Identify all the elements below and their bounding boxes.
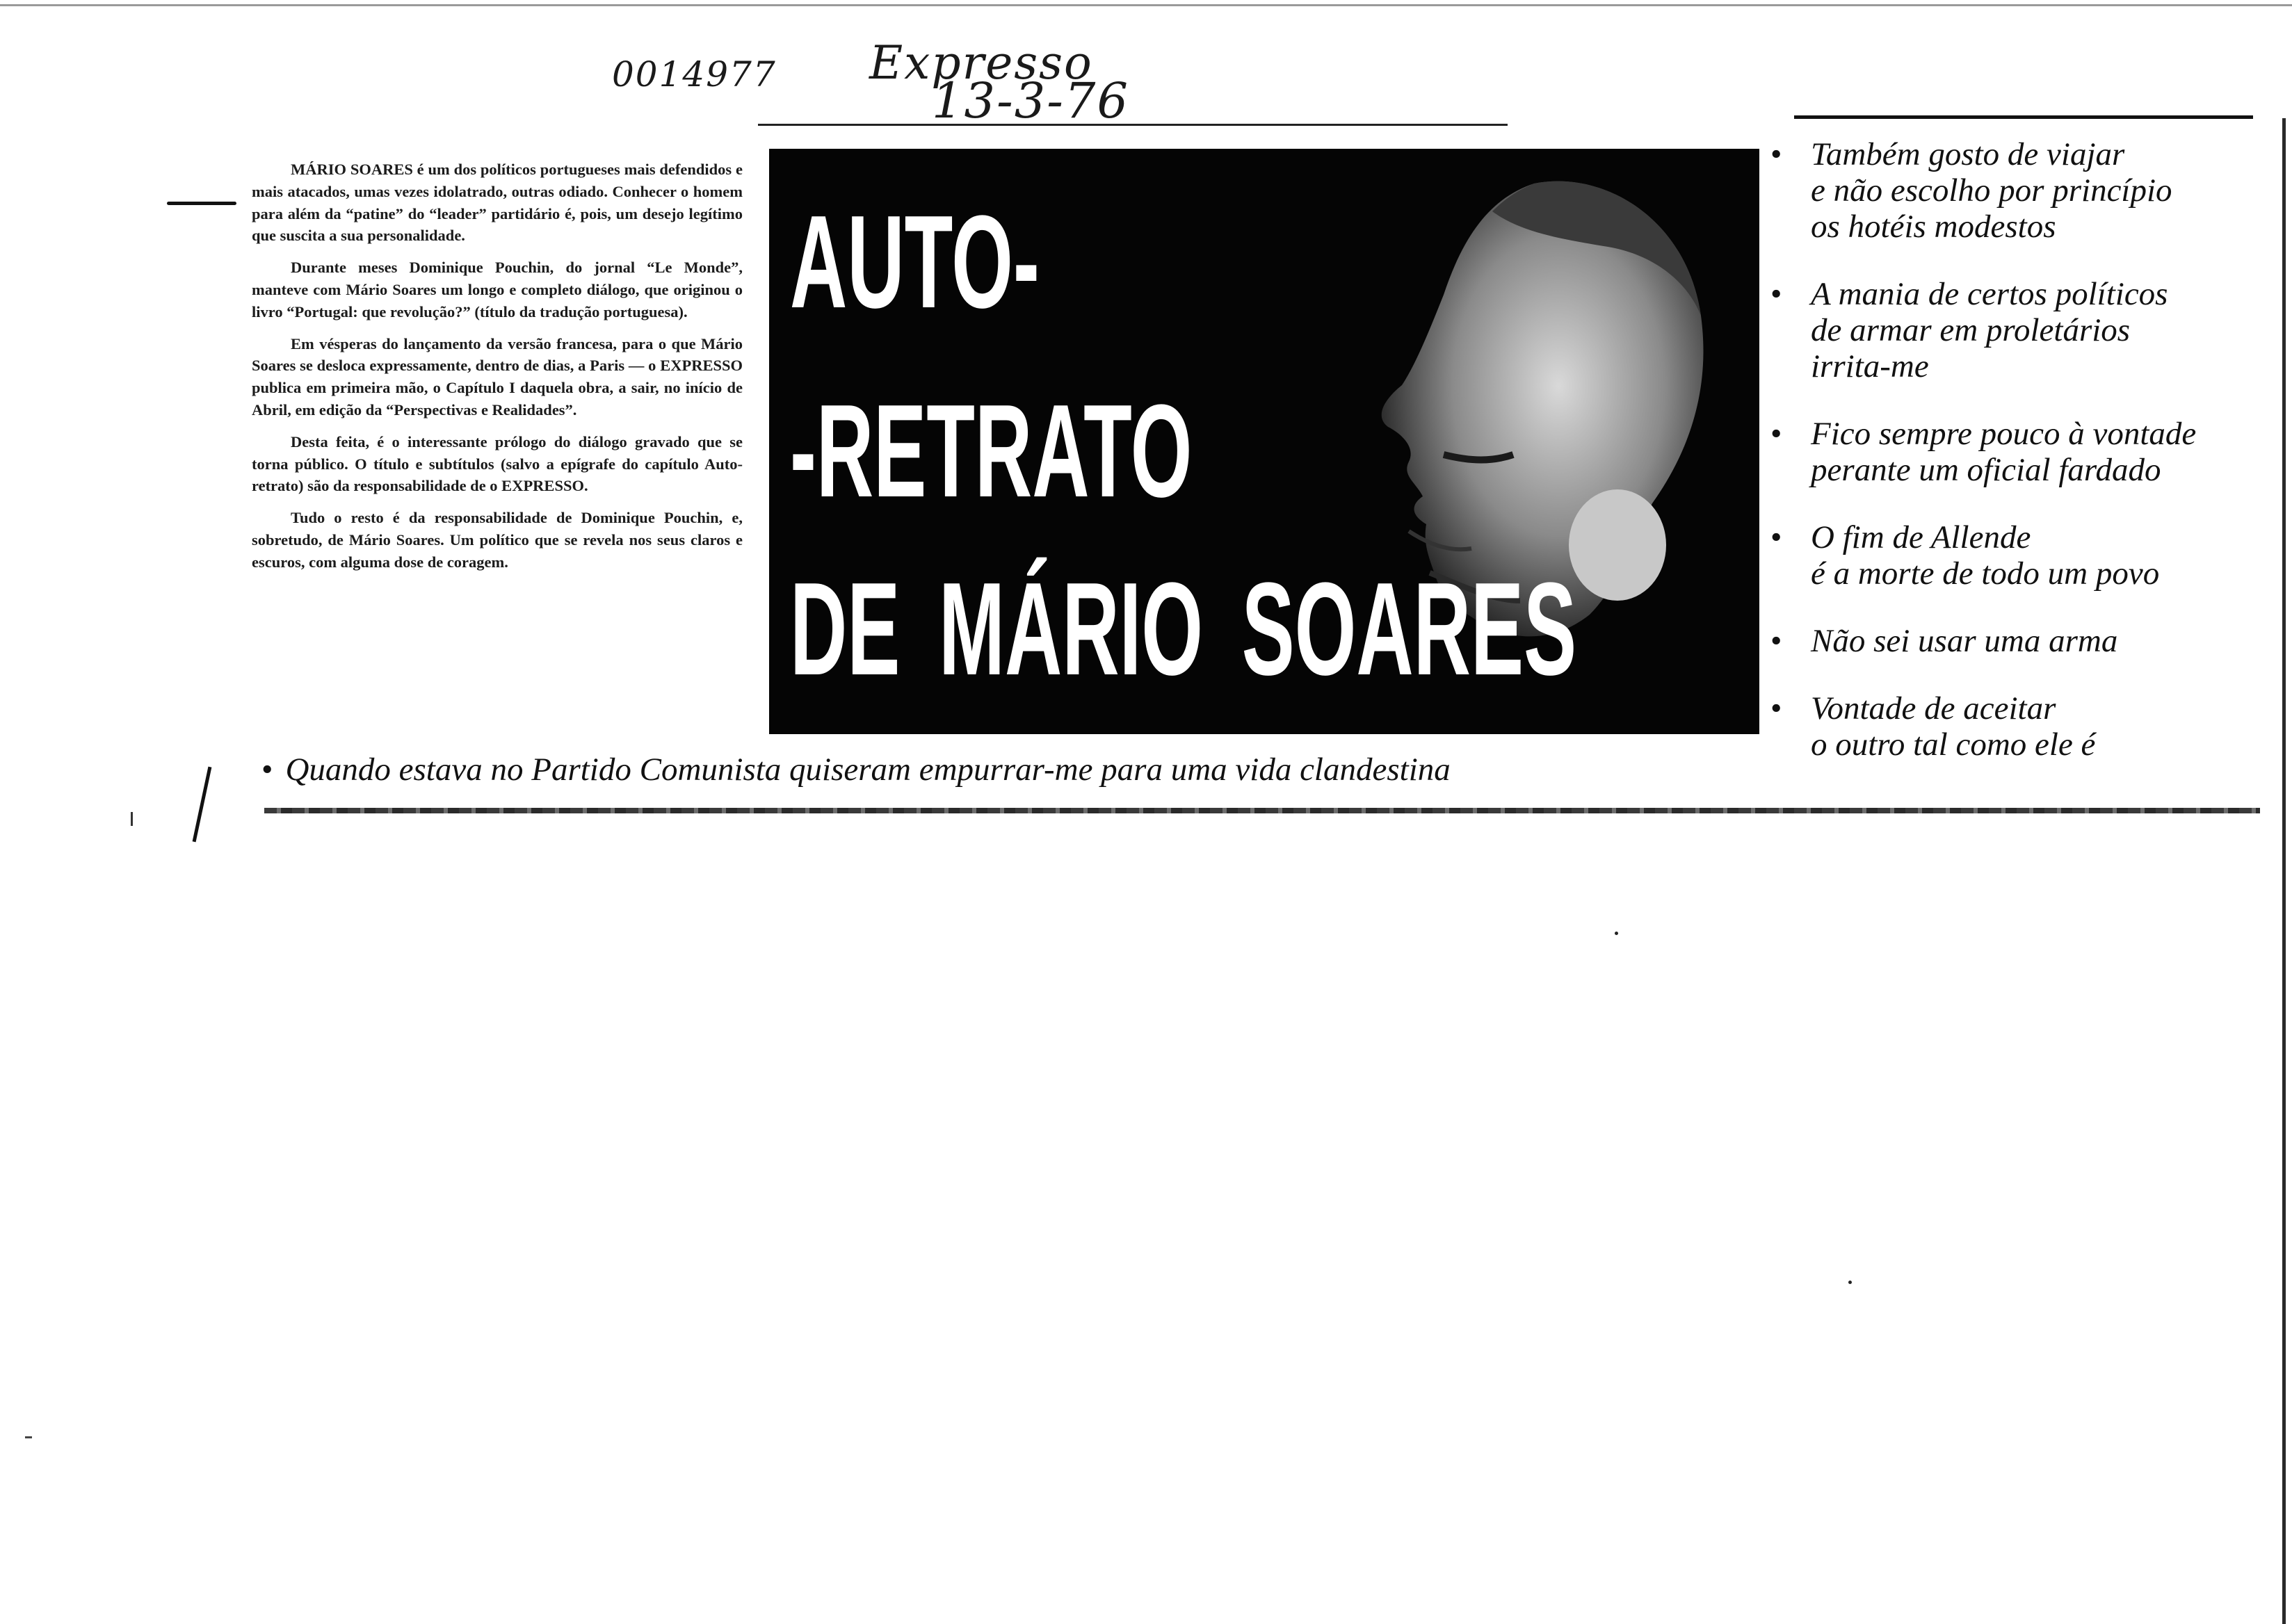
bullet-icon: • (1770, 276, 1782, 312)
quote-line: o outro tal como ele é (1811, 726, 2096, 763)
margin-slash-mark (193, 767, 212, 843)
intro-column (252, 159, 743, 583)
quote-line: irrita-me (1811, 348, 1929, 384)
quote-line: Fico sempre pouco à vontade (1811, 416, 2197, 452)
headline-line-2: -RETRATO (790, 377, 1193, 525)
handwritten-archive-id: 0014977 (612, 54, 777, 95)
page-right-edge (2282, 118, 2286, 1624)
headline-line-1: AUTO- (790, 188, 1040, 336)
bottom-quote-text: Quando estava no Partido Comunista quiseram empurrar-me para uma vida clandestina (285, 752, 1451, 788)
top-rule-left (758, 124, 1508, 126)
bullet-icon: • (1770, 690, 1782, 726)
page-top-edge (0, 4, 2292, 6)
quote-line: de armar em proletários (1811, 312, 2131, 348)
speck (1615, 932, 1618, 935)
margin-caret-mark (25, 1436, 32, 1438)
margin-dash-mark (167, 202, 236, 205)
headline-line-3: DE MÁRIO SOARES (790, 555, 1577, 703)
bullet-icon: • (1770, 519, 1782, 555)
pull-quote (1765, 276, 2279, 384)
top-rule-right (1794, 115, 2253, 119)
intro-paragraph: MÁRIO SOARES é um dos políticos portugueses mais defendidos e mais atacados, umas vezes idolatrado, outras odiado. Conhecer o homem para além da “patine” do “leader” partidário é, pois, um desejo legítimo que suscita a sua personalidade. (252, 161, 743, 245)
quote-line: Também gosto de viajar (1811, 136, 2125, 172)
bullet-icon: • (1770, 416, 1782, 452)
bottom-pull-quote (261, 751, 1451, 788)
quote-line: Vontade de aceitar (1811, 690, 2056, 726)
quote-line: é a morte de todo um povo (1811, 555, 2160, 592)
handwritten-source: Expresso (869, 36, 1093, 90)
quote-line: perante um oficial fardado (1811, 452, 2161, 488)
bullet-icon: • (1770, 136, 1782, 172)
bullet-icon: • (1770, 623, 1782, 659)
pull-quote (1765, 416, 2279, 488)
pull-quote (1765, 623, 2279, 659)
pull-quote (1765, 690, 2279, 763)
handwritten-date: 13-3-76 (932, 72, 1129, 129)
intro-paragraph: Em vésperas do lançamento da versão francesa, para o que Mário Soares se desloca expressamente, dentro de dias, a Paris — o EXPRESSO publica em primeira mão, o Capítulo I daquela obra, a sair, no início de Abril, em edição da “Perspectivas e Realidades”. (252, 334, 743, 419)
margin-tick-mark (131, 812, 133, 826)
intro-paragraph: Durante meses Dominique Pouchin, do jornal “Le Monde”, manteve com Mário Soares um longo e completo diálogo, que originou o livro “Portugal: que revolução?” (título da tradução portuguesa). (252, 259, 743, 320)
pull-quote (1765, 136, 2279, 245)
bottom-rule (264, 808, 2260, 813)
quote-line: os hotéis modestos (1811, 209, 2056, 245)
speck (1848, 1281, 1852, 1284)
quote-line: O fim de Allende (1811, 519, 2031, 555)
bullet-icon: • (261, 752, 273, 788)
quote-line: A mania de certos políticos (1811, 276, 2168, 312)
quote-line: Não sei usar uma arma (1811, 623, 2118, 659)
quote-line: e não escolho por princípio (1811, 172, 2172, 209)
intro-paragraph: Tudo o resto é da responsabilidade de Dominique Pouchin, e, sobretudo, de Mário Soares. Um político que se revela nos seus claros e escuros, com alguma dose de coragem. (252, 509, 743, 571)
intro-paragraph: Desta feita, é o interessante prólogo do diálogo gravado que se torna público. O título e subtítulos (salvo a epígrafe do capítulo Auto-retrato) são da responsabilidade de o EXPRESSO. (252, 432, 743, 495)
pull-quote (1765, 519, 2279, 592)
headline-block (769, 149, 1759, 734)
pull-quotes (1765, 136, 2279, 794)
